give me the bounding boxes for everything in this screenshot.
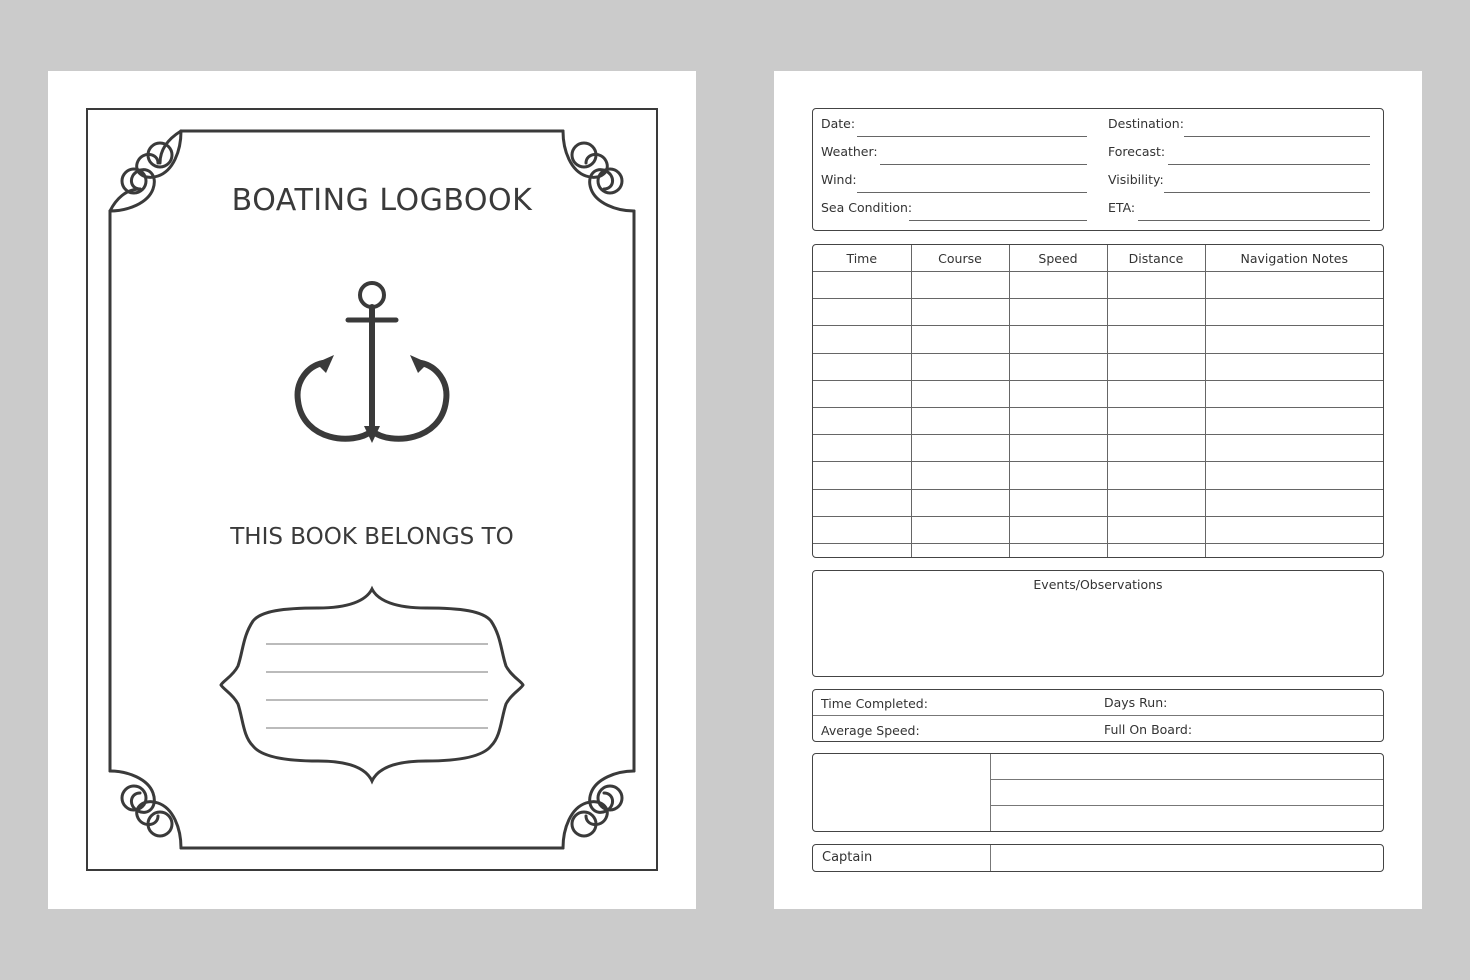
table-cell[interactable] [911,462,1009,489]
table-cell[interactable] [1205,380,1383,407]
table-cell[interactable] [1009,353,1107,380]
table-cell[interactable] [1205,516,1383,543]
col-header-speed: Speed [1009,245,1107,272]
table-cell[interactable] [911,299,1009,326]
table-cell[interactable] [1205,407,1383,434]
navigation-table [812,244,1384,558]
wind-label: Wind: [821,172,857,187]
summary-divider [813,715,1383,716]
table-cell[interactable] [1205,326,1383,353]
table-cell[interactable] [1107,407,1205,434]
table-cell[interactable] [1009,299,1107,326]
table-row [813,435,1383,462]
table-row [813,326,1383,353]
destination-field[interactable] [1184,136,1370,137]
cover-title: BOATING LOGBOOK [231,183,533,218]
table-cell[interactable] [1009,326,1107,353]
table-cell[interactable] [1205,435,1383,462]
eta-field[interactable] [1138,220,1370,221]
table-row [813,489,1383,516]
table-cell[interactable] [1009,380,1107,407]
table-row [813,353,1383,380]
table-cell[interactable] [813,353,911,380]
notes-line [991,805,1383,806]
visibility-field[interactable] [1164,192,1370,193]
table-cell[interactable] [1009,435,1107,462]
table-cell[interactable] [911,516,1009,543]
anchor-icon [298,283,447,439]
forecast-field[interactable] [1168,164,1370,165]
table-row [813,407,1383,434]
table-cell[interactable] [1107,462,1205,489]
log-page [774,71,1422,909]
table-row [813,516,1383,543]
belongs-to-label: THIS BOOK BELONGS TO [230,524,514,550]
table-cell[interactable] [1107,380,1205,407]
date-field[interactable] [857,136,1087,137]
destination-label: Destination: [1108,116,1184,131]
table-cell[interactable] [813,516,911,543]
date-label: Date: [821,116,856,131]
average-speed-label: Average Speed: [821,723,920,738]
captain-label: Captain [822,850,873,865]
weather-label: Weather: [821,144,878,159]
weather-field[interactable] [880,164,1087,165]
name-label-frame [221,589,523,781]
table-row [813,380,1383,407]
table-cell[interactable] [1107,489,1205,516]
table-cell[interactable] [1107,435,1205,462]
wind-field[interactable] [857,192,1087,193]
table-cell[interactable] [813,543,911,557]
table-cell[interactable] [1009,516,1107,543]
table-row [813,462,1383,489]
col-header-distance: Distance [1107,245,1205,272]
table-cell[interactable] [1107,543,1205,557]
table-cell[interactable] [911,272,1009,299]
table-cell[interactable] [813,407,911,434]
table-cell[interactable] [1205,489,1383,516]
table-cell[interactable] [1107,299,1205,326]
table-row [813,299,1383,326]
full-on-board-label: Full On Board: [1104,722,1193,737]
table-cell[interactable] [1009,462,1107,489]
table-cell[interactable] [1009,489,1107,516]
sea-condition-field[interactable] [909,220,1087,221]
col-header-navigation-notes: Navigation Notes [1205,245,1383,272]
events-observations-title: Events/Observations [1033,577,1163,592]
table-cell[interactable] [1009,407,1107,434]
table-cell[interactable] [911,353,1009,380]
table-cell[interactable] [911,407,1009,434]
time-completed-label: Time Completed: [821,696,928,711]
table-cell[interactable] [813,299,911,326]
table-cell[interactable] [1009,272,1107,299]
table-cell[interactable] [1205,353,1383,380]
eta-label: ETA: [1108,200,1136,215]
table-cell[interactable] [813,272,911,299]
captain-field[interactable] [991,845,1383,871]
table-cell[interactable] [1107,353,1205,380]
visibility-label: Visibility: [1108,172,1164,187]
table-cell[interactable] [1205,462,1383,489]
table-cell[interactable] [813,326,911,353]
days-run-label: Days Run: [1104,695,1168,710]
table-cell[interactable] [911,435,1009,462]
table-cell[interactable] [1205,272,1383,299]
sea-condition-label: Sea Condition: [821,200,913,215]
table-row [813,543,1383,557]
table-cell[interactable] [813,380,911,407]
table-cell[interactable] [1107,326,1205,353]
table-cell[interactable] [1107,516,1205,543]
forecast-label: Forecast: [1108,144,1166,159]
cover-page [48,71,696,909]
table-cell[interactable] [813,435,911,462]
col-header-course: Course [911,245,1009,272]
notes-box-divider [990,754,991,831]
table-cell[interactable] [813,462,911,489]
table-cell[interactable] [813,489,911,516]
table-cell[interactable] [1205,299,1383,326]
notes-box[interactable] [812,753,1384,832]
table-cell[interactable] [911,489,1009,516]
table-cell[interactable] [911,543,1009,557]
col-header-time: Time [813,245,911,272]
notes-line [991,779,1383,780]
table-cell[interactable] [911,380,1009,407]
table-cell[interactable] [1009,543,1107,557]
table-row [813,272,1383,299]
table-cell[interactable] [1107,272,1205,299]
table-cell[interactable] [1205,543,1383,557]
table-cell[interactable] [911,326,1009,353]
